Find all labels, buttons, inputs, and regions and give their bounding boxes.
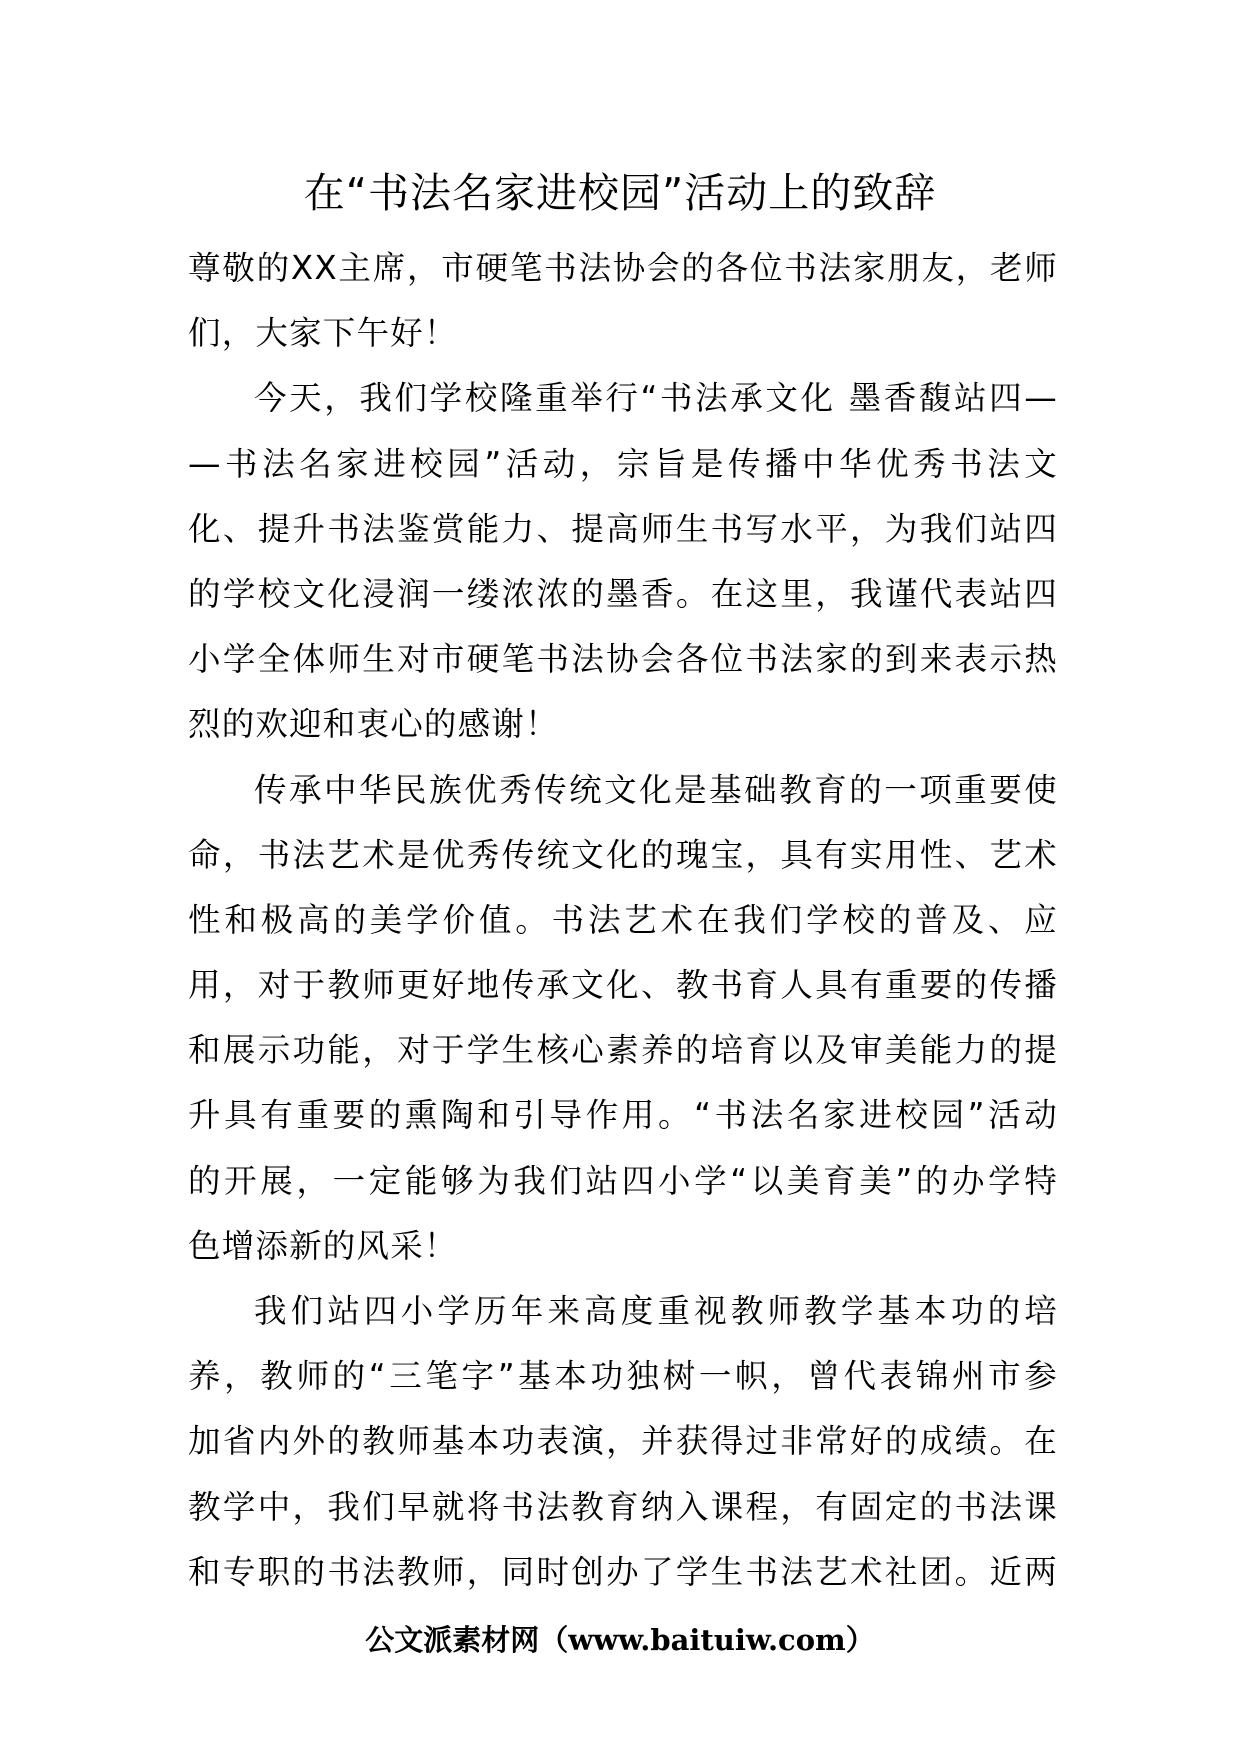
body-line: 性和极高的美学价值。书法艺术在我们学校的普及、应	[188, 900, 1058, 939]
body-line: 们，大家下午好！	[188, 314, 458, 353]
body-line: 养，教师的“三笔字”基本功独树一帜，曾代表锦州市参	[188, 1357, 1058, 1396]
body-line: 的学校文化浸润一缕浓浓的墨香。在这里，我谨代表站四	[188, 574, 1058, 613]
body-line: 命，书法艺术是优秀传统文化的瑰宝，具有实用性、艺术	[188, 835, 1058, 874]
body-line: 传承中华民族优秀传统文化是基础教育的一项重要使	[254, 770, 1058, 809]
body-line: 化、提升书法鉴赏能力、提高师生书写水平，为我们站四	[188, 509, 1058, 548]
body-line: 尊敬的XX主席，市硬笔书法协会的各位书法家朋友，老师	[188, 249, 1058, 287]
body-line: 加省内外的教师基本功表演，并获得过非常好的成绩。在	[188, 1422, 1058, 1461]
document-title: 在“书法名家进校园”活动上的致辞	[303, 169, 937, 217]
body-line: 我们站四小学历年来高度重视教师教学基本功的培	[254, 1292, 1058, 1330]
body-line: 用，对于教师更好地传承文化、教书育人具有重要的传播	[188, 966, 1058, 1005]
body-line: 今天，我们学校隆重举行“书法承文化 墨香馥站四—	[254, 379, 1058, 418]
document-body	[188, 236, 1058, 1605]
body-line: —书法名家进校园”活动，宗旨是传播中华优秀书法文	[188, 444, 1058, 483]
body-line: 和专职的书法教师，同时创办了学生书法艺术社团。近两	[188, 1552, 1058, 1591]
body-line: 和展示功能，对于学生核心素养的培育以及审美能力的提	[188, 1031, 1058, 1070]
body-line: 教学中，我们早就将书法教育纳入课程，有固定的书法课	[188, 1487, 1058, 1526]
footer-watermark: 公文派素材网（www.baituiw.com）	[365, 1623, 875, 1657]
body-line: 小学全体师生对市硬笔书法协会各位书法家的到来表示热	[188, 640, 1058, 679]
body-line: 色增添新的风采！	[188, 1226, 458, 1265]
body-line: 升具有重要的熏陶和引导作用。“书法名家进校园”活动	[188, 1096, 1058, 1135]
body-line: 的开展，一定能够为我们站四小学“以美育美”的办学特	[188, 1161, 1058, 1200]
body-line: 烈的欢迎和衷心的感谢！	[188, 705, 559, 744]
